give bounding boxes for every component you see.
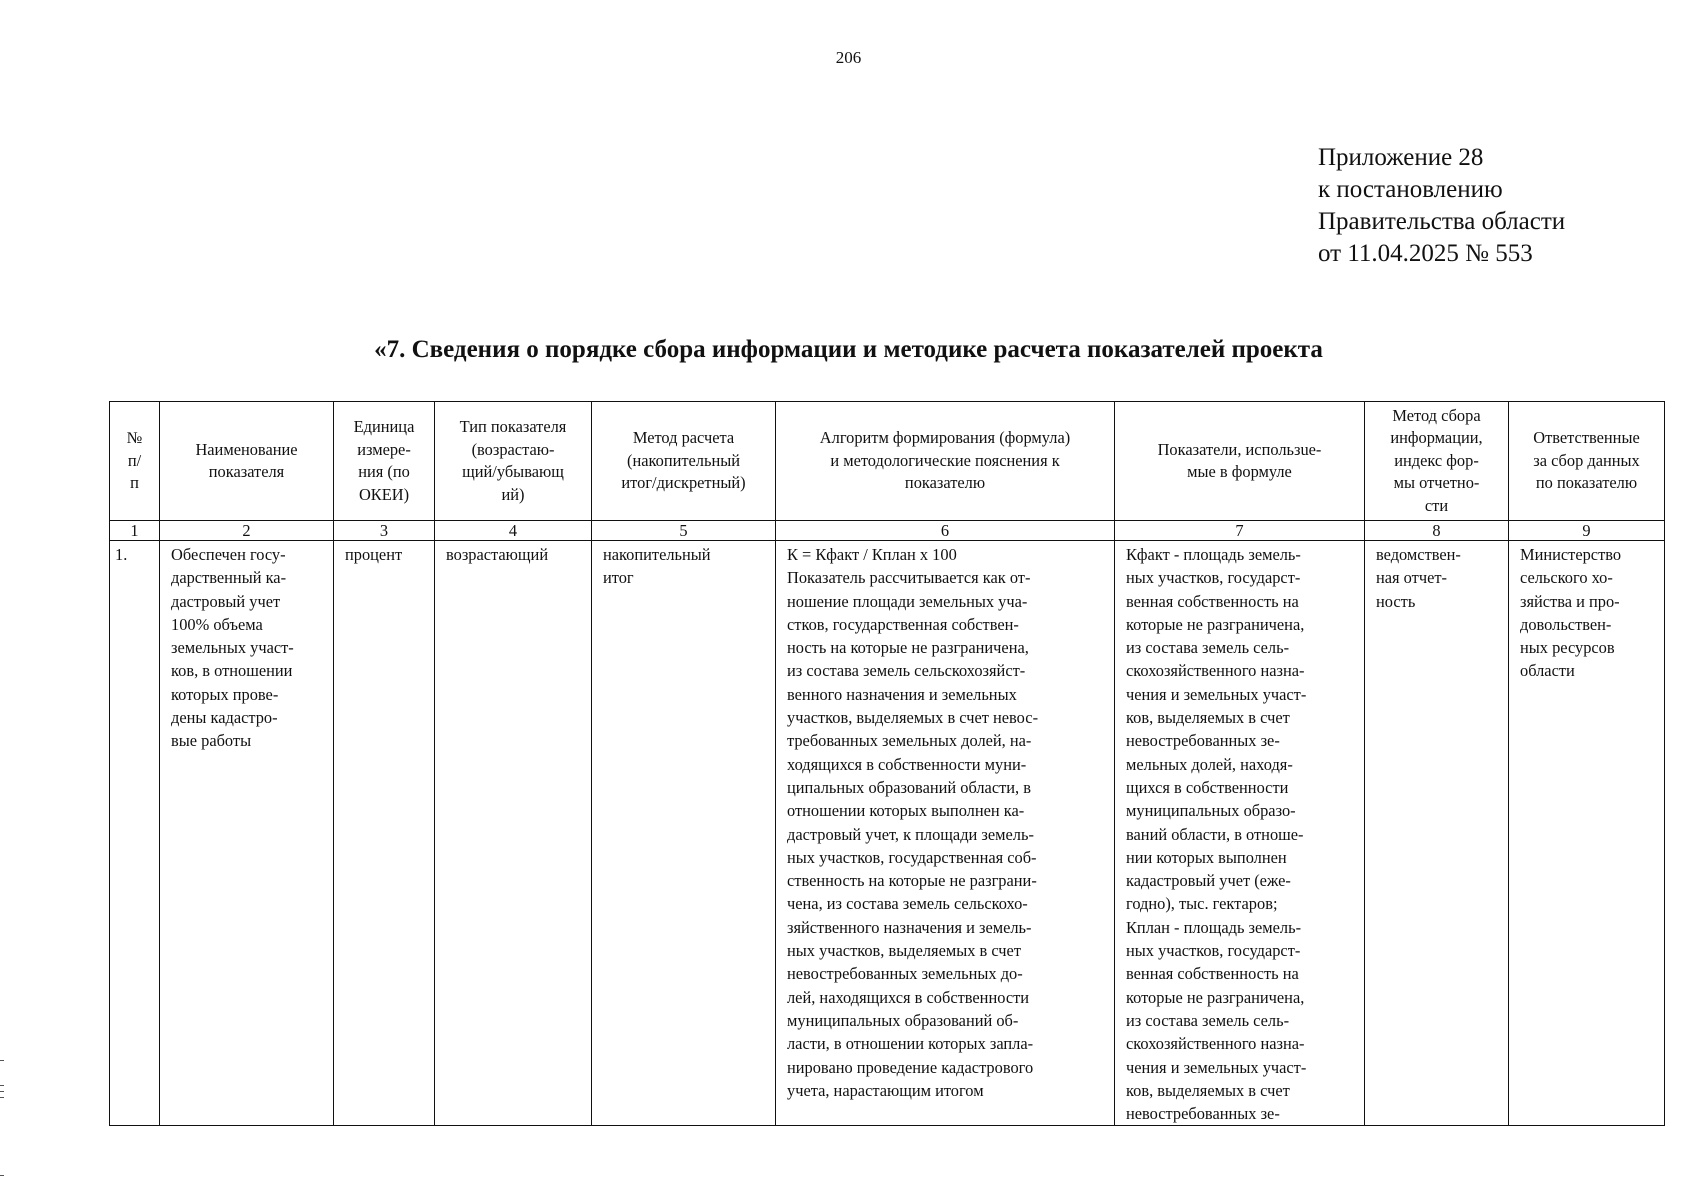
cell-line: ных участков, выделяемых в счет	[787, 941, 1021, 961]
table-cell	[592, 541, 776, 1126]
cell-line: ков, выделяемых в счет	[1126, 708, 1290, 728]
cell-line: Кплан - площадь земель-	[1126, 917, 1302, 937]
cell-line: возрастающий	[446, 545, 549, 564]
cell-line: области	[1520, 661, 1575, 681]
header-line: по показателю	[1535, 473, 1638, 493]
column-number: 7	[1115, 521, 1365, 541]
column-number: 1	[110, 521, 160, 541]
column-header	[1115, 402, 1365, 521]
column-number: 5	[592, 521, 776, 541]
cell-line: ведомствен-	[1376, 545, 1461, 564]
cell-line: Обеспечен госу-	[171, 545, 286, 564]
cell-line: из состава земель сель-	[1126, 1010, 1290, 1030]
cell-line: ципальных образований области, в	[787, 777, 1031, 797]
cell-line: ных ресурсов	[1520, 638, 1615, 658]
cell-line: зяйства и про-	[1520, 591, 1620, 611]
page-number: 206	[835, 48, 862, 67]
cell-line: из состава земель сельскохозяйст-	[787, 661, 1026, 681]
header-line: щий/убывающ	[462, 462, 564, 481]
column-number-row	[110, 521, 1665, 541]
cell-line: ность на которые не разграничена,	[787, 638, 1029, 658]
header-line: Алгоритм формирования (формула)	[819, 428, 1071, 448]
column-header	[1509, 402, 1665, 521]
header-line: ОКЕИ)	[358, 484, 410, 504]
header-line: п	[130, 473, 139, 493]
header-line: за сбор данных	[1533, 450, 1640, 470]
cell-line: зяйственного назначения и земель-	[787, 917, 1032, 937]
column-number: 9	[1509, 521, 1665, 541]
header-row	[110, 402, 1665, 521]
header-line: (возрастаю-	[471, 439, 555, 459]
cell-line: ваний области, в отноше-	[1126, 824, 1304, 844]
cell-line: ных участков, государст-	[1126, 941, 1301, 961]
column-number: 3	[334, 521, 435, 541]
cell-line: ность	[1376, 591, 1416, 611]
header-line: Тип показателя	[459, 417, 567, 436]
table-cell	[334, 541, 435, 1126]
cell-line: дастровый учет, к площади земель-	[787, 824, 1034, 844]
appendix-line: Правительства области	[1318, 208, 1566, 235]
cell-line: дастровый учет	[171, 591, 281, 611]
appendix-reference	[1318, 142, 1565, 270]
cell-line: из состава земель сель-	[1126, 638, 1290, 658]
scan-margin-mark	[0, 1085, 4, 1086]
cell-line: нии которых выполнен	[1126, 847, 1287, 867]
cell-line: венная собственность на	[1126, 964, 1299, 984]
cell-line: ных участков, государственная соб-	[787, 847, 1037, 867]
header-line: Наименование	[195, 439, 298, 459]
section-title: «7. Сведения о порядке сбора информации и методике расчета показателей проекта	[374, 336, 1323, 363]
header-line: итог/дискретный)	[621, 473, 746, 493]
cell-line: стков, государственная собствен-	[787, 614, 1019, 634]
cell-line: дены кадастро-	[171, 708, 278, 728]
cell-line: которых прове-	[171, 684, 279, 704]
column-header	[776, 402, 1115, 521]
cell-line: нировано проведение кадастрового	[787, 1057, 1034, 1077]
cell-line: муниципальных образований об-	[787, 1010, 1019, 1030]
cell-line: процент	[345, 545, 403, 564]
cell-line: ственность на которые не разграни-	[787, 871, 1037, 891]
scan-margin-mark	[0, 1091, 4, 1092]
column-header	[110, 402, 160, 521]
header-line: показателю	[904, 473, 986, 493]
cell-line: которые не разграничена,	[1126, 614, 1305, 634]
cell-line: муниципальных образо-	[1126, 801, 1296, 821]
cell-line: ков, выделяемых в счет	[1126, 1080, 1290, 1100]
cell-line: ная отчет-	[1376, 568, 1447, 588]
cell-line: требованных земельных долей, на-	[787, 731, 1032, 751]
header-line: ий)	[501, 484, 525, 504]
cell-line: лей, находящихся в собственности	[787, 987, 1030, 1007]
header-line: №	[126, 428, 143, 448]
header-line: Показатели, использue-	[1157, 439, 1322, 459]
appendix-line: Приложение 28	[1318, 144, 1484, 171]
table-cell	[776, 541, 1115, 1126]
header-line: (накопительный	[626, 450, 741, 470]
cell-line: итог	[603, 568, 634, 588]
header-line: Единица	[353, 417, 415, 436]
cell-line: вые работы	[171, 731, 252, 751]
column-header	[592, 402, 776, 521]
cell-line: земельных участ-	[171, 638, 294, 658]
cell-line: невостребованных земельных до-	[787, 964, 1023, 984]
header-line: Ответственные	[1533, 428, 1640, 448]
cell-line: невостребованных зе-	[1126, 1104, 1280, 1124]
cell-line: чения и земельных участ-	[1126, 684, 1307, 704]
table-cell	[1365, 541, 1509, 1126]
cell-line: Министерство	[1520, 545, 1622, 564]
table-cell	[435, 541, 592, 1126]
header-line: показателя	[208, 462, 285, 481]
column-header	[160, 402, 334, 521]
column-header	[435, 402, 592, 521]
cell-line: венная собственность на	[1126, 591, 1299, 611]
column-number: 4	[435, 521, 592, 541]
cell-line: ков, в отношении	[171, 661, 293, 681]
cell-line: Показатель рассчитывается как от-	[787, 568, 1031, 588]
indicators-table	[109, 401, 1665, 1126]
column-number: 2	[160, 521, 334, 541]
header-line: ния (по	[358, 462, 410, 481]
scan-margin-mark	[0, 1097, 4, 1098]
cell-line: учета, нарастающим итогом	[787, 1080, 984, 1100]
cell-line: участков, выделяемых в счет невос-	[787, 708, 1039, 728]
table-cell	[110, 541, 160, 1126]
table-cell	[1509, 541, 1665, 1126]
header-line: измере-	[357, 439, 411, 459]
cell-line: отношении которых выполнен ка-	[787, 801, 1025, 821]
cell-line: чения и земельных участ-	[1126, 1057, 1307, 1077]
cell-line: скохозяйственного назна-	[1126, 661, 1305, 681]
cell-line: щихся в собственности	[1126, 777, 1289, 797]
table-row	[110, 541, 1665, 1126]
cell-line: ходящихся в собственности муни-	[787, 754, 1027, 774]
cell-line: кадастровый учет (еже-	[1126, 871, 1291, 891]
cell-line: скохозяйственного назна-	[1126, 1034, 1305, 1054]
cell-line: венного назначения и земельных	[787, 684, 1017, 704]
header-line: индекс фор-	[1394, 450, 1479, 470]
cell-line: невостребованных зе-	[1126, 731, 1280, 751]
column-number: 8	[1365, 521, 1509, 541]
column-number: 6	[776, 521, 1115, 541]
column-header	[334, 402, 435, 521]
cell-line: 100% объема	[171, 614, 263, 634]
cell-line: К = Кфакт / Кплан х 100	[787, 545, 957, 564]
appendix-line: к постановлению	[1318, 176, 1503, 203]
cell-line: довольствен-	[1520, 614, 1612, 634]
cell-line: Кфакт - площадь земель-	[1126, 545, 1301, 564]
scan-margin-mark	[0, 1060, 4, 1061]
cell-line: ношение площади земельных уча-	[787, 591, 1028, 611]
header-line: сти	[1424, 495, 1449, 515]
cell-line: ных участков, государст-	[1126, 568, 1301, 588]
header-line: мы отчетно-	[1393, 473, 1480, 493]
header-line: п/	[127, 450, 142, 470]
cell-line: чена, из состава земель сельскохо-	[787, 894, 1028, 914]
table-cell	[1115, 541, 1365, 1126]
scan-margin-mark	[0, 1175, 4, 1176]
header-line: и методологические пояснения к	[830, 450, 1060, 470]
header-line: Метод расчета	[632, 428, 735, 448]
cell-line: дарственный ка-	[171, 568, 287, 588]
appendix-line: от 11.04.2025 № 553	[1318, 240, 1533, 267]
column-header	[1365, 402, 1509, 521]
cell-line: мельных долей, находя-	[1126, 754, 1293, 774]
header-line: мые в формуле	[1187, 462, 1292, 481]
header-line: Метод сбора	[1392, 405, 1481, 425]
cell-line: сельского хо-	[1520, 568, 1613, 588]
table-cell	[160, 541, 334, 1126]
cell-line: 1.	[115, 545, 128, 564]
cell-line: годно), тыс. гектаров;	[1126, 894, 1278, 914]
cell-line: накопительный	[603, 545, 711, 564]
header-line: информации,	[1390, 428, 1483, 448]
cell-line: которые не разграничена,	[1126, 987, 1305, 1007]
table-body	[110, 541, 1665, 1126]
cell-line: ласти, в отношении которых запла-	[787, 1034, 1034, 1054]
